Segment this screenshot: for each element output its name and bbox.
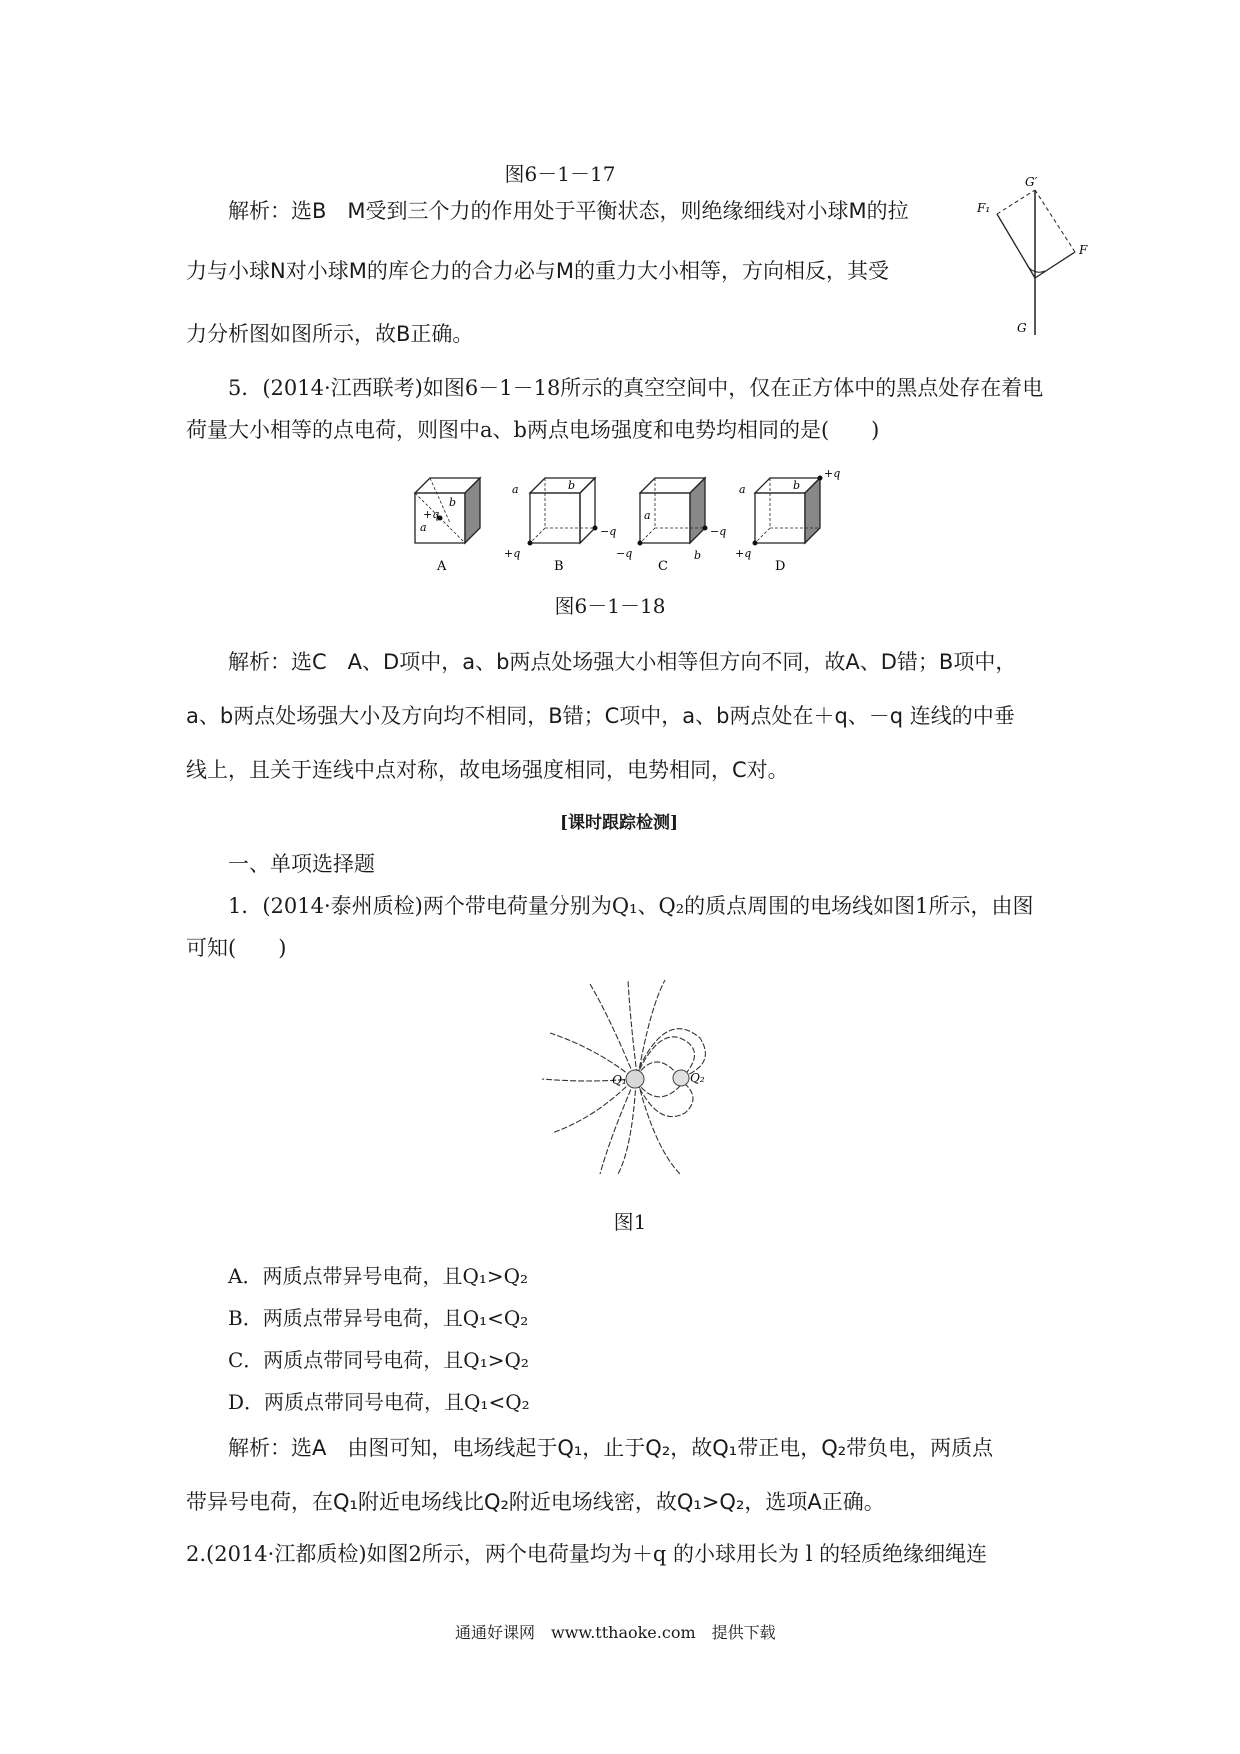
cube-figure — [405, 463, 875, 573]
cube-d-charge-2: +q — [824, 467, 841, 480]
force-diagram — [965, 170, 1105, 345]
cube-c-charge-2: −q — [710, 525, 727, 538]
cube-d-label: D — [775, 559, 786, 573]
cube-c-label: C — [658, 559, 668, 573]
analysis-4-line-1: 解析：选B M受到三个力的作用处于平衡状态，则绝缘细线对小球M的拉 — [228, 199, 909, 223]
option-b: B．两质点带异号电荷，且Q₁<Q₂ — [228, 1306, 529, 1330]
question-2-line-1: 2.(2014·江都质检)如图2所示，两个电荷量均为＋q 的小球用长为 l 的轻质绝缘细绳连 — [186, 1542, 988, 1566]
cube-a — [415, 478, 480, 573]
charge-q1 — [626, 1070, 644, 1088]
option-c: C．两质点带同号电荷，且Q₁>Q₂ — [228, 1348, 529, 1372]
cube-d-charge-1: +q — [735, 547, 752, 560]
page-footer: 通通好课网 www.tthaoke.com 提供下载 — [455, 1623, 776, 1642]
analysis-4-line-3: 力分析图如图所示，故B正确。 — [186, 322, 474, 346]
figure-caption-6-1-18: 图6－1－18 — [554, 594, 666, 618]
angle-arc — [1027, 265, 1045, 272]
cube-b-label: B — [554, 559, 564, 573]
cube-a-label: A — [437, 559, 447, 573]
cube-c-charge-1: −q — [616, 547, 633, 560]
cube-a-point-b: b — [449, 496, 457, 509]
cube-a-charge: +q — [423, 508, 440, 521]
cube-b-charge-2: −q — [600, 525, 617, 538]
cube-b-point-b: b — [568, 479, 576, 492]
cube-b — [504, 478, 616, 573]
label-q1: Q₁ — [612, 1073, 627, 1087]
coulomb-vector — [1035, 252, 1075, 278]
cube-a-point-a: a — [420, 521, 427, 534]
analysis-5-line-2: a、b两点处场强大小及方向均不相同，B错；C项中，a、b两点处在＋q、－q 连线的中垂 — [186, 704, 1015, 728]
cube-d-point-b: b — [793, 479, 801, 492]
cube-c-point-b: b — [694, 549, 702, 562]
question-5-line-1: 5．(2014·江西联考)如图6－1－18所示的真空空间中，仅在正方体中的黑点处存在着电 — [228, 376, 1044, 400]
label-q2: Q₂ — [690, 1071, 705, 1085]
analysis-1-line-1: 解析：选A 由图可知，电场线起于Q₁，止于Q₂，故Q₁带正电，Q₂带负电，两质点 — [228, 1436, 994, 1460]
section-heading: [课时跟踪检测] — [560, 813, 679, 833]
analysis-5-line-1: 解析：选C A、D项中，a、b两点处场强大小相等但方向不同，故A、D错；B项中， — [228, 650, 1017, 674]
cube-c-point-a: a — [644, 509, 651, 522]
label-f: F — [1079, 243, 1088, 257]
cube-c — [616, 478, 726, 573]
question-1-line-2: 可知( ) — [186, 936, 287, 960]
analysis-4-line-2: 力与小球N对小球M的库仑力的合力必与M的重力大小相等，方向相反，其受 — [186, 259, 889, 283]
cube-d — [735, 467, 840, 573]
field-lines-figure — [540, 978, 710, 1178]
label-g-prime: G′ — [1025, 175, 1038, 189]
charge-q2 — [673, 1070, 689, 1086]
question-5-line-2: 荷量大小相等的点电荷，则图中a、b两点电场强度和电势均相同的是( ) — [186, 418, 880, 442]
label-f1: F₁ — [977, 201, 991, 215]
analysis-1-line-2: 带异号电荷，在Q₁附近电场线比Q₂附近电场线密，故Q₁>Q₂，选项A正确。 — [186, 1490, 885, 1514]
option-a: A．两质点带异号电荷，且Q₁>Q₂ — [228, 1264, 529, 1288]
cube-b-point-a: a — [512, 483, 519, 496]
question-1-line-1: 1．(2014·泰州质检)两个带电荷量分别为Q₁、Q₂的质点周围的电场线如图1所示，由图 — [228, 894, 1034, 918]
dashed-line-1 — [997, 190, 1035, 214]
dashed-line-2 — [1035, 190, 1075, 252]
label-g: G — [1017, 321, 1027, 335]
option-d: D．两质点带同号电荷，且Q₁<Q₂ — [228, 1390, 530, 1414]
figure-caption-1: 图1 — [613, 1210, 647, 1234]
cube-d-point-a: a — [739, 483, 746, 496]
section-subheading: 一、单项选择题 — [228, 852, 375, 876]
cube-b-charge-1: +q — [504, 547, 521, 560]
analysis-5-line-3: 线上，且关于连线中点对称，故电场强度相同，电势相同，C对。 — [186, 758, 789, 782]
figure-caption-6-1-17: 图6－1－17 — [504, 162, 616, 186]
